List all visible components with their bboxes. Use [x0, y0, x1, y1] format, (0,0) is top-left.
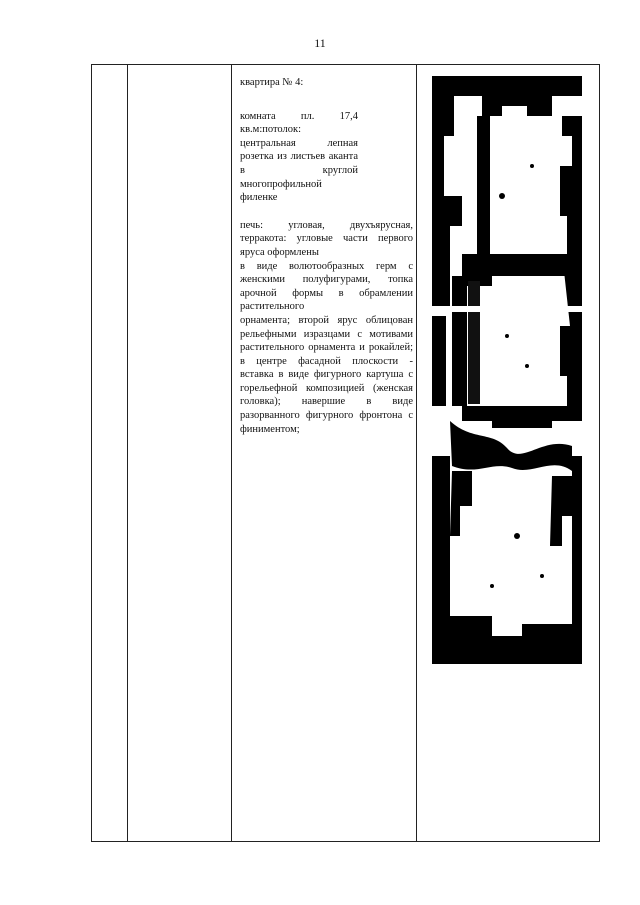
column-border-3 [231, 64, 232, 842]
column-border-2 [127, 64, 128, 842]
stove-paragraph-3: орнамента; второй ярус облицован рельефными изразцами с мотивами растительного орнамента и рокайлей; в центре фасадной плоскости - вставка в виде фигурного картуша с горельефной композицией (женская головка); навершие в виде разорванного фигурного фронтона с финиментом; [240, 314, 413, 435]
room-paragraph: комната пл. 17,4 кв.м:потолок: центральная лепная розетка из листьев аканта в круглой многопрофильной филенке [240, 110, 358, 204]
stove-paragraph-2: в виде волютообразных герм с женскими полуфигурами, топка арочной формы в обрамлении растительного [240, 260, 413, 313]
stove-paragraph-1: печь: угловая, двухъярусная, терракота: угловые части первого яруса оформлены [240, 219, 413, 258]
column-border-4 [416, 64, 417, 842]
page-number: 11 [314, 36, 326, 50]
description-cell [240, 76, 413, 436]
table-bottom-border [91, 841, 600, 842]
stove-photo-icon [432, 76, 582, 664]
column-border-5 [599, 64, 600, 842]
column-border-1 [91, 64, 92, 842]
table-top-border [91, 64, 600, 65]
apartment-heading: квартира № 4: [240, 77, 304, 88]
